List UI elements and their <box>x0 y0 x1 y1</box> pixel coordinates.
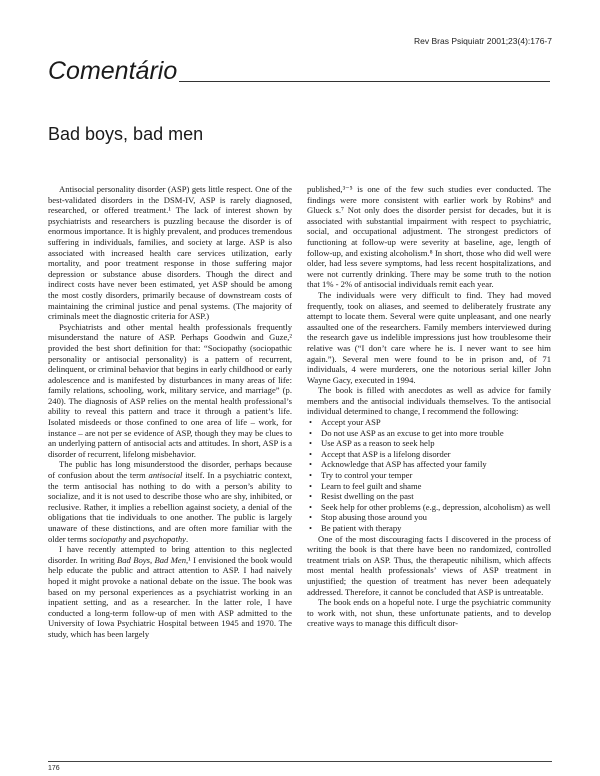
recommendation-item <box>307 481 551 492</box>
left-paragraph-1: Antisocial personality disorder (ASP) gets little respect. One of the best-validated disorders in the DSM-IV, ASP is rarely diagnosed, researched, or offered treatment.¹ The lack of interest shown by psychiatrists and researchers is puzzling because the disorder is of enormous importance. It is highly prevalent, and produces tremendous suffering in individuals, families, and society at large. ASP is also associated with increased health care services utilization, early mortality, and poor treatment response in those suffering major depression or substance abuse disorders. Though the direct and indirect costs have never been estimated, yet ASP should be among the most costly disorders, primarily because of downstream costs of maintaining the criminal justice and penal systems. (The majority of criminals meet the diagnostic criteria for ASP.) <box>48 184 292 322</box>
journal-citation: Rev Bras Psiquiatr 2001;23(4):176-7 <box>414 36 552 46</box>
bullet-icon: • <box>309 501 313 512</box>
footer-rule <box>48 761 552 762</box>
right-paragraph-2: The individuals were very difficult to find. They had moved frequently, took on aliases, and seemed to deliberately frustrate any attempt to locate them. Several were quite unpleasant, and one nearly assaulted one of the researchers. Family members interviewed during the research gave us indelible impressions just how troublesome their relative was (“I don’t care where he is. I never want to see him again.”). Several men were found to be in prison and, of 71 individuals, 4 were murderers, one the notorious serial killer John Wayne Gacy, executed in 1994. <box>307 289 551 385</box>
paragraph-text: The public has long misunderstood the disorder, perhaps because of confusion about the term <box>48 459 292 481</box>
right-paragraph-1: published,³⁻⁵ is one of the few such studies ever conducted. The findings were more consistent with earlier work by Robins⁶ and Glueck s.⁷ Not only does the disorder persist for decades, but it is associated with substantial impairment with respect to psychiatric, social, and occupational adjustment. The strongest predictors of functioning at follow-up were severity at baseline, age, length of follow-up, and existing alcoholism.⁸ In short, those who did well were older, had less severe symptoms, had less recent hospitalizations, and were not currently drinking. There may be some truth to the notion that 1% - 2% of antisocial individuals remit each year. <box>307 184 551 290</box>
bullet-icon: • <box>309 523 313 533</box>
bullet-icon: • <box>309 417 313 428</box>
right-paragraph-3: The book is filled with anecdotes as well as advice for family members and the antisocial individuals themselves. To the antisocial individual determined to change, I recommend the following: <box>307 385 551 417</box>
left-column <box>48 184 292 640</box>
section-header <box>48 56 550 84</box>
page-number: 176 <box>48 765 60 772</box>
bullet-icon: • <box>309 480 313 491</box>
section-rule <box>179 81 550 82</box>
left-paragraph-2: Psychiatrists and other mental health professionals frequently misunderstand the nature of ASP. Perhaps Goodwin and Guze,² provided the best short definition for that: “Sociopathy (sociopathic personality or antisocial personality) is a pattern of recurrent, delinquent, or criminal behavior that begins in early childhood or early adolescence and is manifested by disturbances in many areas of life: family relations, schooling, work, military service, and marriage” (p. 240). The diagnosis of ASP relies on the mental health professional’s ability to reveal this pattern and trace it through a patient’s life. Isolated misdeeds or those confined to one area of life – work, for instance – are not per se evidence of ASP, though they may be clues to an underlying pattern of antisocial acts and attitudes. In short, ASP is a disorder of recurrent, lifelong misbehavior. <box>48 321 292 459</box>
bullet-icon: • <box>309 470 313 481</box>
emphasis-term: psychopathy <box>143 533 186 544</box>
left-paragraph-4 <box>48 544 292 639</box>
recommendation-text: Do not use ASP as an excuse to get into more trouble <box>321 427 504 438</box>
recommendation-item <box>307 491 551 502</box>
recommendation-text: Learn to feel guilt and shame <box>321 480 422 491</box>
recommendation-text: Acknowledge that ASP has affected your family <box>321 459 487 470</box>
recommendation-item <box>307 438 551 449</box>
bullet-icon: • <box>309 438 313 449</box>
recommendation-item <box>307 470 551 481</box>
left-paragraph-3 <box>48 459 292 544</box>
section-title: Comentário <box>48 57 178 85</box>
recommendation-item <box>307 512 551 523</box>
paragraph-text: I have recently attempted to bring attention to this neglected disorder. In writing <box>48 544 292 565</box>
recommendation-text: Use ASP as a reason to seek help <box>321 438 435 449</box>
book-title: Bad Boys, Bad Men <box>117 554 187 565</box>
recommendation-item <box>307 459 551 470</box>
recommendation-text: Accept your ASP <box>321 417 381 428</box>
recommendation-text: Stop abusing those around you <box>321 512 427 523</box>
bullet-icon: • <box>309 427 313 438</box>
paragraph-text: ,¹ I envisioned the book would help educate the public and attract attention to ASP. I had naively hoped it might provoke a national debate on the issue. The book was based on my personal experiences as a psychiatrist working in an inpatient setting, and as a researcher. In the latter role, I have conducted a long-term follow-up of men with ASP admitted to the University of Iowa Psychiatric Hospital between 1945 and 1970. The study, which has been largely <box>48 554 293 639</box>
recommendation-text: Seek help for other problems (e.g., depression, alcoholism) as well <box>321 501 551 512</box>
right-column <box>307 184 551 629</box>
recommendation-list <box>307 417 551 534</box>
recommendation-item <box>307 449 551 460</box>
bullet-icon: • <box>309 491 313 502</box>
recommendation-text: Be patient with therapy <box>321 523 402 533</box>
bullet-icon: • <box>309 448 313 459</box>
recommendation-item <box>307 417 551 428</box>
recommendation-item <box>307 502 551 513</box>
emphasis-term: sociopathy <box>89 533 127 544</box>
recommendation-item <box>307 523 551 534</box>
bullet-icon: • <box>309 512 313 523</box>
right-paragraph-5: The book ends on a hopeful note. I urge the psychiatric community to work with, not shun, these unfortunate patients, and to develop creative ways to manage this difficult disor- <box>307 597 551 629</box>
bullet-icon: • <box>309 459 313 470</box>
recommendation-text: Try to control your temper <box>321 470 413 481</box>
paragraph-text: and <box>126 533 144 544</box>
recommendation-text: Accept that ASP is a lifelong disorder <box>321 448 451 459</box>
recommendation-text: Resist dwelling on the past <box>321 491 414 502</box>
paragraph-text: . <box>185 533 189 544</box>
emphasis-term: antisocial <box>148 470 183 481</box>
right-paragraph-4: One of the most discouraging facts I discovered in the process of writing the book is that there have been no randomized, controlled treatment trials on ASP. Thus, the therapeutic nihilism, which affects most mental health professionals’ views of ASP treatment in unjustified; the question of treatment has never been adequately addressed. Therefore, it cannot be concluded that ASP is untreatable. <box>307 533 551 597</box>
article-title: Bad boys, bad men <box>48 124 204 144</box>
recommendation-item <box>307 428 551 439</box>
paragraph-text: itself. In a psychiatric context, the term antisocial has nothing to do with a person’s ability to socialize, and it is not used to describe those who are shy, inhibited, or reclusive. Rather, it implies a rebellion against society, a denial of the obligations that tie individuals to one another. The public is largely unaware of these distinctions, and are often more familiar with the older terms <box>48 470 292 544</box>
